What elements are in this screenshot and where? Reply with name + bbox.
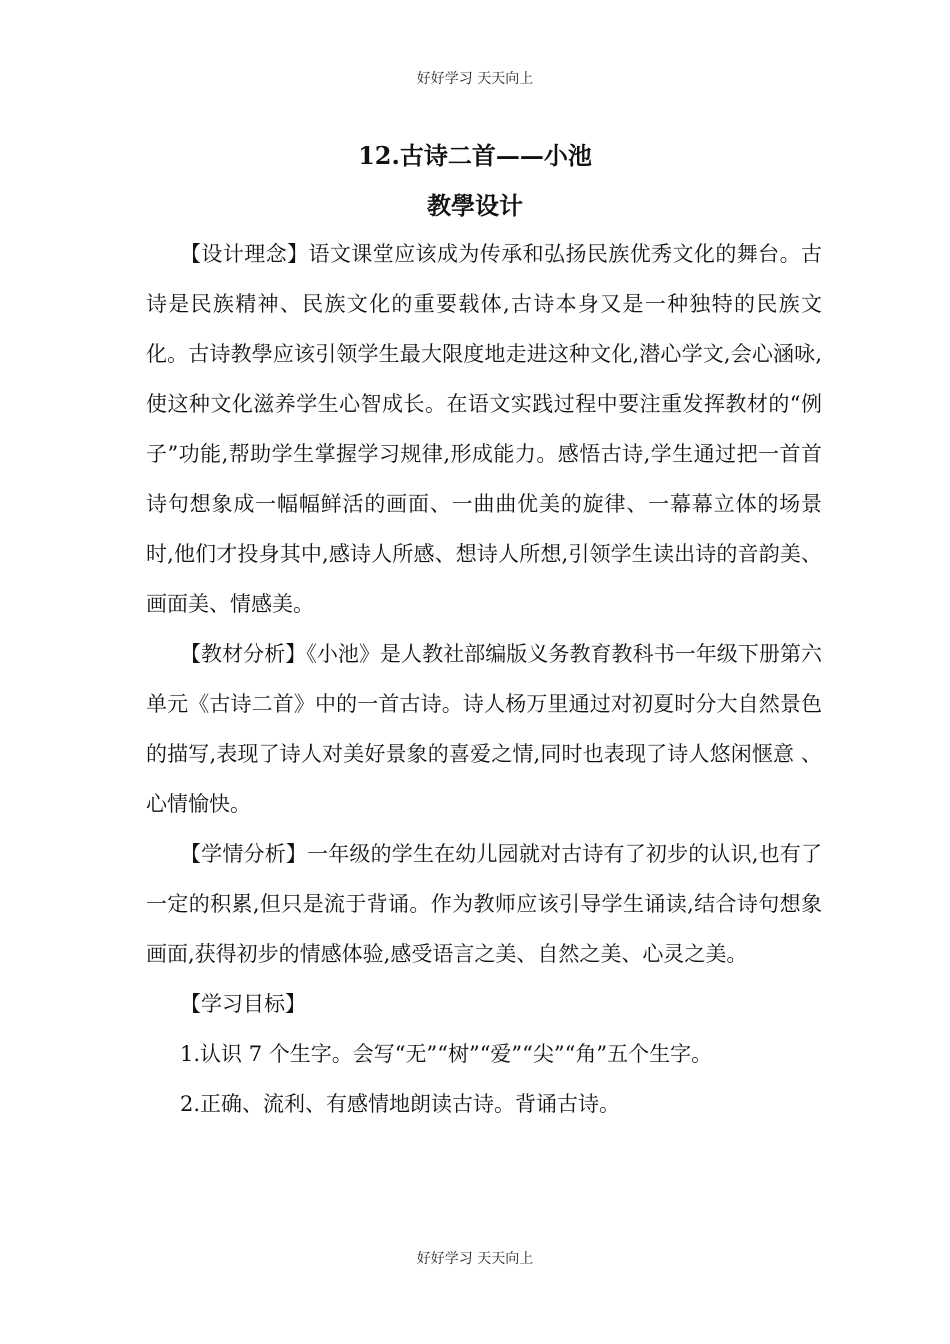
- paragraph-text: 语文课堂应该成为传承和弘扬民族优秀文化的舞台。古诗是民族精神、民族文化的重要载体,古诗本身又是一种独特的民族文化。古诗教學应该引领学生最大限度地走进这种文化,潜心学文,会心涵咏,使这种文化滋养学生心智成长。在语文实践过程中要注重发挥教材的“例子”功能,帮助学生掌握学习规律,形成能力。感悟古诗,学生通过把一首首诗句想象成一幅幅鲜活的画面、一曲曲优美的旋律、一幕幕立体的场景时,他们才投身其中,感诗人所感、想诗人所想,引领学生读出诗的音韵美、画面美、情感美。: [146, 242, 822, 616]
- page-header: 好好学习 天天向上: [416, 71, 534, 87]
- section-label: 【学习目标】: [180, 992, 306, 1016]
- paragraph-text: 《小池》是人教社部编版义务教育教科书一年级下册第六单元《古诗二首》中的一首古诗。诗人杨万里通过对初夏时分大自然景色的描写,表现了诗人对美好景象的喜爱之情,同时也表现了诗人悠闲惬意 、心情愉快。: [146, 642, 823, 816]
- goal-item-2: [146, 1079, 822, 1129]
- section-label: 【教材分析】: [180, 642, 307, 666]
- goal-item-1: [146, 1029, 822, 1079]
- document-body: [146, 229, 822, 1129]
- paragraph-learning-goals: [146, 979, 822, 1029]
- lesson-subtitle: 教學设计: [427, 191, 523, 220]
- paragraph-material-analysis: [146, 629, 822, 829]
- page-footer: 好好学习 天天向上: [416, 1251, 534, 1267]
- paragraph-text: 1.认识 7 个生字。会写“无”“树”“爱”“尖”“角”五个生字。: [180, 1042, 713, 1066]
- paragraph-design-concept: [146, 229, 822, 629]
- section-label: 【学情分析】: [180, 842, 308, 866]
- paragraph-text: 一年级的学生在幼儿园就对古诗有了初步的认识,也有了一定的积累,但只是流于背诵。作为教师应该引导学生诵读,结合诗句想象画面,获得初步的情感体验,感受语言之美、自然之美、心灵之美。: [146, 842, 822, 966]
- paragraph-student-analysis: [146, 829, 822, 979]
- lesson-title: 12.古诗二首——小池: [358, 141, 592, 170]
- section-label: 【设计理念】: [180, 242, 309, 266]
- paragraph-text: 2.正确、流利、有感情地朗读古诗。背诵古诗。: [180, 1092, 621, 1116]
